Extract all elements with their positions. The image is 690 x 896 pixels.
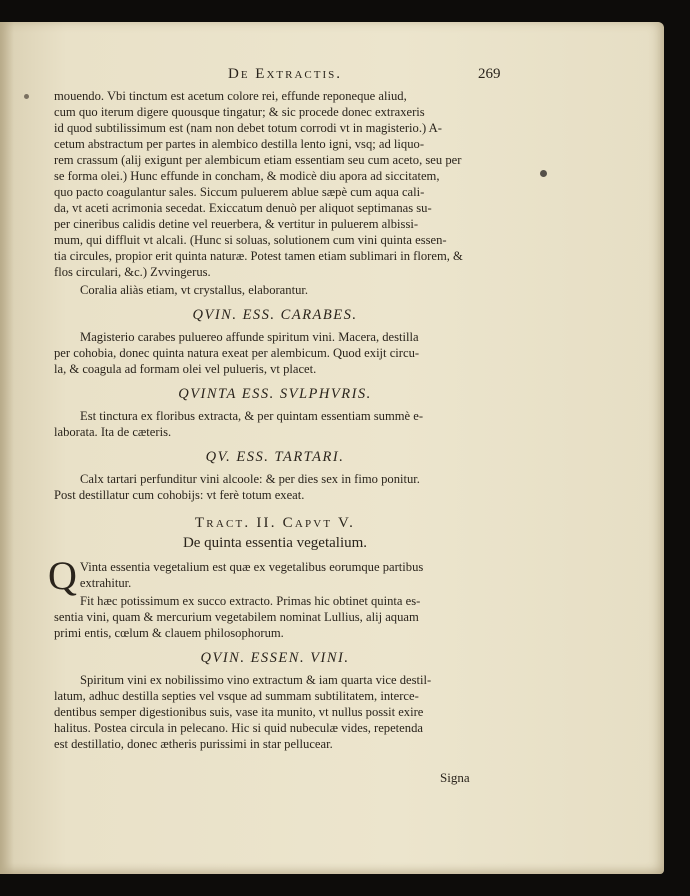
paragraph-tartari (54, 471, 496, 503)
text-line: sentia vini, quam & mercurium vegetabilem nominat Lullius, alij aquam (54, 610, 419, 624)
paragraph-vini-intro (54, 593, 496, 641)
text-line: dentibus semper digestionibus suis, vase ita munito, vt nullus possit exire (54, 705, 424, 719)
text-line: se forma olei.) Hunc effunde in concham, & modicè diu apora ad siccitatem, (54, 169, 440, 183)
catchword: Signa (440, 770, 470, 785)
text-line: Calx tartari perfunditur vini alcoole: & per dies sex in fimo ponitur. (80, 472, 420, 486)
text-line: primi entis, cœlum & clauem philosophorum. (54, 626, 284, 640)
paragraph-definition (48, 553, 496, 598)
paragraph-vini (54, 672, 496, 752)
text-line: la, & coagula ad formam olei vel pulueris, vt placet. (54, 362, 317, 376)
text-line: Est tinctura ex floribus extracta, & per quintam essentiam summè e- (80, 409, 424, 423)
text-line: per cohobia, donec quinta natura exeat per alembicum. Quod exijt circu- (54, 346, 420, 360)
page-number: 269 (478, 66, 501, 82)
text-line: quo pacto coagulantur sales. Siccum puluerem ablue sæpè cum aqua cali- (54, 185, 425, 199)
text-line: extrahitur. (79, 576, 132, 590)
text-line: est destillatio, donec ætheris purissimi in star pellucear. (54, 737, 333, 751)
text-line: Fit hæc potissimum ex succo extracto. Primas hic obtinet quinta es- (80, 594, 421, 608)
ink-spot (24, 94, 29, 99)
section-heading-tartari: QV. ESS. TARTARI. (205, 449, 345, 465)
drop-capital: Q (48, 553, 77, 598)
text-line: latum, adhuc destilla septies vel vsque ad summam subtilitatem, interce- (54, 689, 419, 703)
section-heading-sulphuris: QVINTA ESS. SVLPHVRIS. (178, 386, 372, 402)
section-heading-carabes: QVIN. ESS. CARABES. (192, 307, 358, 323)
paragraph-carabes (54, 329, 496, 377)
text-line: Spiritum vini ex nobilissimo vino extractum & iam quarta vice destil- (80, 673, 432, 687)
text-line: cum quo iterum digere quousque tingatur; & sic procede donec extraxeris (54, 105, 425, 119)
paragraph-extraction (54, 88, 496, 280)
section-heading-vini: QVIN. ESSEN. VINI. (200, 650, 350, 666)
paragraph-sulphuris (54, 408, 496, 440)
text-line: per cineribus calidis detine vel reuerbera, & vertitur in puluerem albissi- (54, 217, 419, 231)
text-line: da, vt aceti acrimonia secedat. Exiccatum denuò per aliquot septimanas su- (54, 201, 432, 215)
text-line: mouendo. Vbi tinctum est acetum colore rei, effunde reponeque aliud, (54, 89, 407, 103)
running-title: De Extractis. (228, 66, 342, 82)
text-line: halitus. Postea circula in pelecano. Hic si quid nubeculæ vides, repetenda (54, 721, 423, 735)
text-line: Vinta essentia vegetalium est quæ ex vegetalibus eorumque partibus (79, 560, 424, 574)
text-line: id quod subtilissimum est (nam non debet totum corrodi vt in magisterio.) A- (54, 121, 442, 135)
text-line: cetum abstractum per partes in alembico destilla lento igni, vsq; ad liquo- (54, 137, 425, 151)
paragraph-coralia: Coralia aliàs etiam, vt crystallus, elaborantur. (80, 283, 309, 297)
text-line: tia circules, propior erit quinta naturæ. Potest tamen etiam sublimari in florem, & (54, 249, 463, 263)
page-gutter-shadow (0, 22, 14, 874)
text-line: flos circulari, &c.) Zvvingerus. (54, 265, 211, 279)
text-line: Magisterio carabes puluereo affunde spiritum vini. Macera, destilla (80, 330, 419, 344)
main-text (48, 88, 496, 752)
text-line: mum, qui diffluit vt alcali. (Hunc si soluas, solutionem cum vini quinta essen- (54, 233, 447, 247)
wormhole-mark (540, 170, 547, 177)
chapter-heading: Tract. II. Capvt V. (194, 515, 356, 531)
text-line: Post destillatur cum cohobijs: vt ferè totum exeat. (54, 488, 305, 502)
text-line: laborata. Ita de cæteris. (54, 425, 172, 439)
chapter-subtitle: De quinta essentia vegetalium. (182, 535, 368, 551)
text-line: rem crassum (alij exigunt per alembicum etiam essentiam seu cum aceto, seu per (54, 153, 462, 167)
